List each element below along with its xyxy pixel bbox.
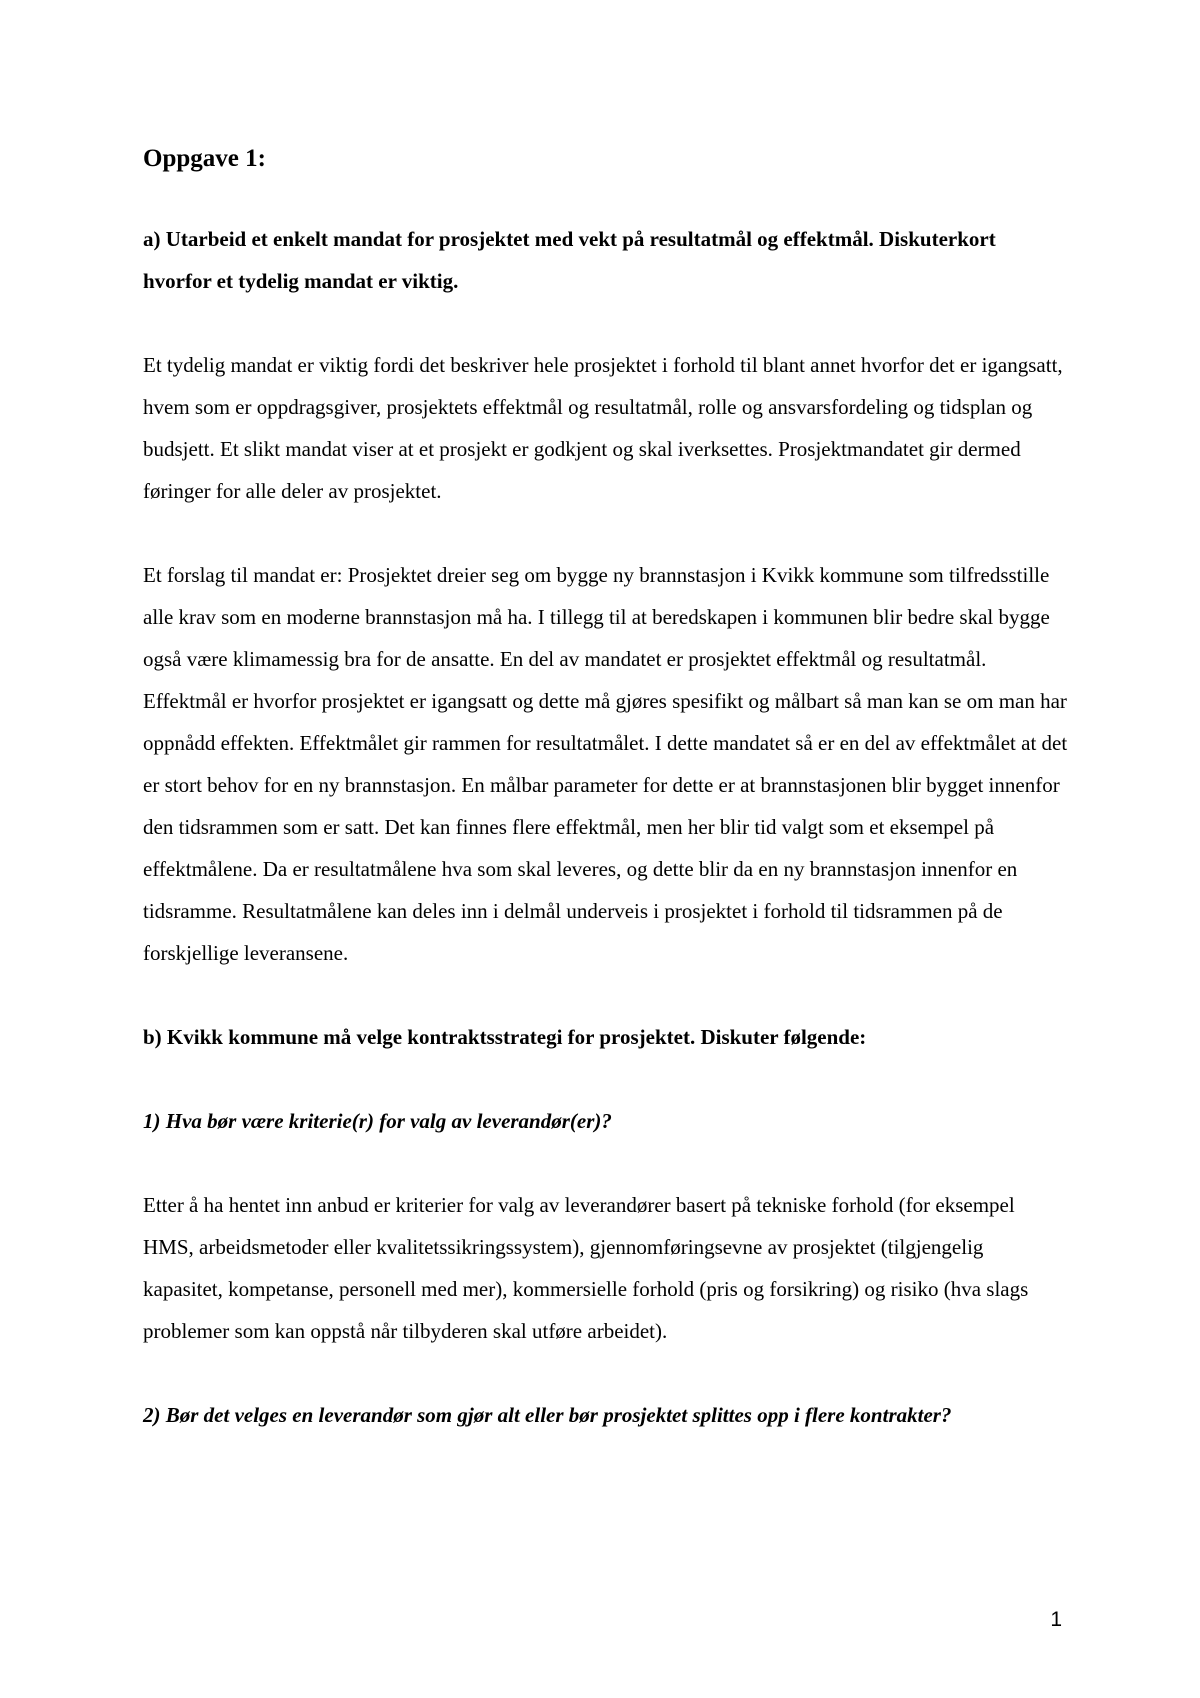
page-heading: Oppgave 1:: [143, 145, 266, 172]
question-b: b) Kvikk kommune må velge kontraktsstrategi for prosjektet. Diskuter følgende:: [143, 1025, 867, 1049]
question-b1: 1) Hva bør være kriterie(r) for valg av leverandør(er)?: [143, 1109, 612, 1133]
question-a: a) Utarbeid et enkelt mandat for prosjektet med vekt på resultatmål og effektmål. Diskuterkort hvorfor et tydelig mandat er viktig.: [143, 227, 996, 293]
answer-paragraph-3: Etter å ha hentet inn anbud er kriterier for valg av leverandører basert på tekniske forhold (for eksempel HMS, arbeidsmetoder eller kvalitetssikringssystem), gjennomføringsevne av prosjektet (tilgjengelig kapasitet, kompetanse, personell med mer), kommersielle forhold (pris og forsikring) og risiko (hva slags problemer som kan oppstå når tilbyderen skal utføre arbeidet).: [143, 1193, 1029, 1343]
page-number: 1: [1050, 1608, 1062, 1631]
document-body: [143, 142, 1068, 1478]
answer-paragraph-1: Et tydelig mandat er viktig fordi det beskriver hele prosjektet i forhold til blant annet hvorfor det er igangsatt, hvem som er oppdragsgiver, prosjektets effektmål og resultatmål, rolle og ansvarsfordeling og tidsplan og budsjett. Et slikt mandat viser at et prosjekt er godkjent og skal iverksettes. Prosjektmandatet gir dermed føringer for alle deler av prosjektet.: [143, 353, 1063, 503]
answer-paragraph-2: Et forslag til mandat er: Prosjektet dreier seg om bygge ny brannstasjon i Kvikk kommune som tilfredsstille alle krav som en moderne brannstasjon må ha. I tillegg til at beredskapen i kommunen blir bedre skal bygge også være klimamessig bra for de ansatte. En del av mandatet er prosjektet effektmål og resultatmål. Effektmål er hvorfor prosjektet er igangsatt og dette må gjøres spesifikt og målbart så man kan se om man har oppnådd effekten. Effektmålet gir rammen for resultatmålet. I dette mandatet så er en del av effektmålet at det er stort behov for en ny brannstasjon. En målbar parameter for dette er at brannstasjonen blir bygget innenfor den tidsrammen som er satt. Det kan finnes flere effektmål, men her blir tid valgt som et eksempel på effektmålene. Da er resultatmålene hva som skal leveres, og dette blir da en ny brannstasjon innenfor en tidsramme. Resultatmålene kan deles inn i delmål underveis i prosjektet i forhold til tidsrammen på de forskjellige leveransene.: [143, 563, 1068, 965]
question-b2: 2) Bør det velges en leverandør som gjør alt eller bør prosjektet splittes opp i flere kontrakter?: [143, 1403, 952, 1427]
